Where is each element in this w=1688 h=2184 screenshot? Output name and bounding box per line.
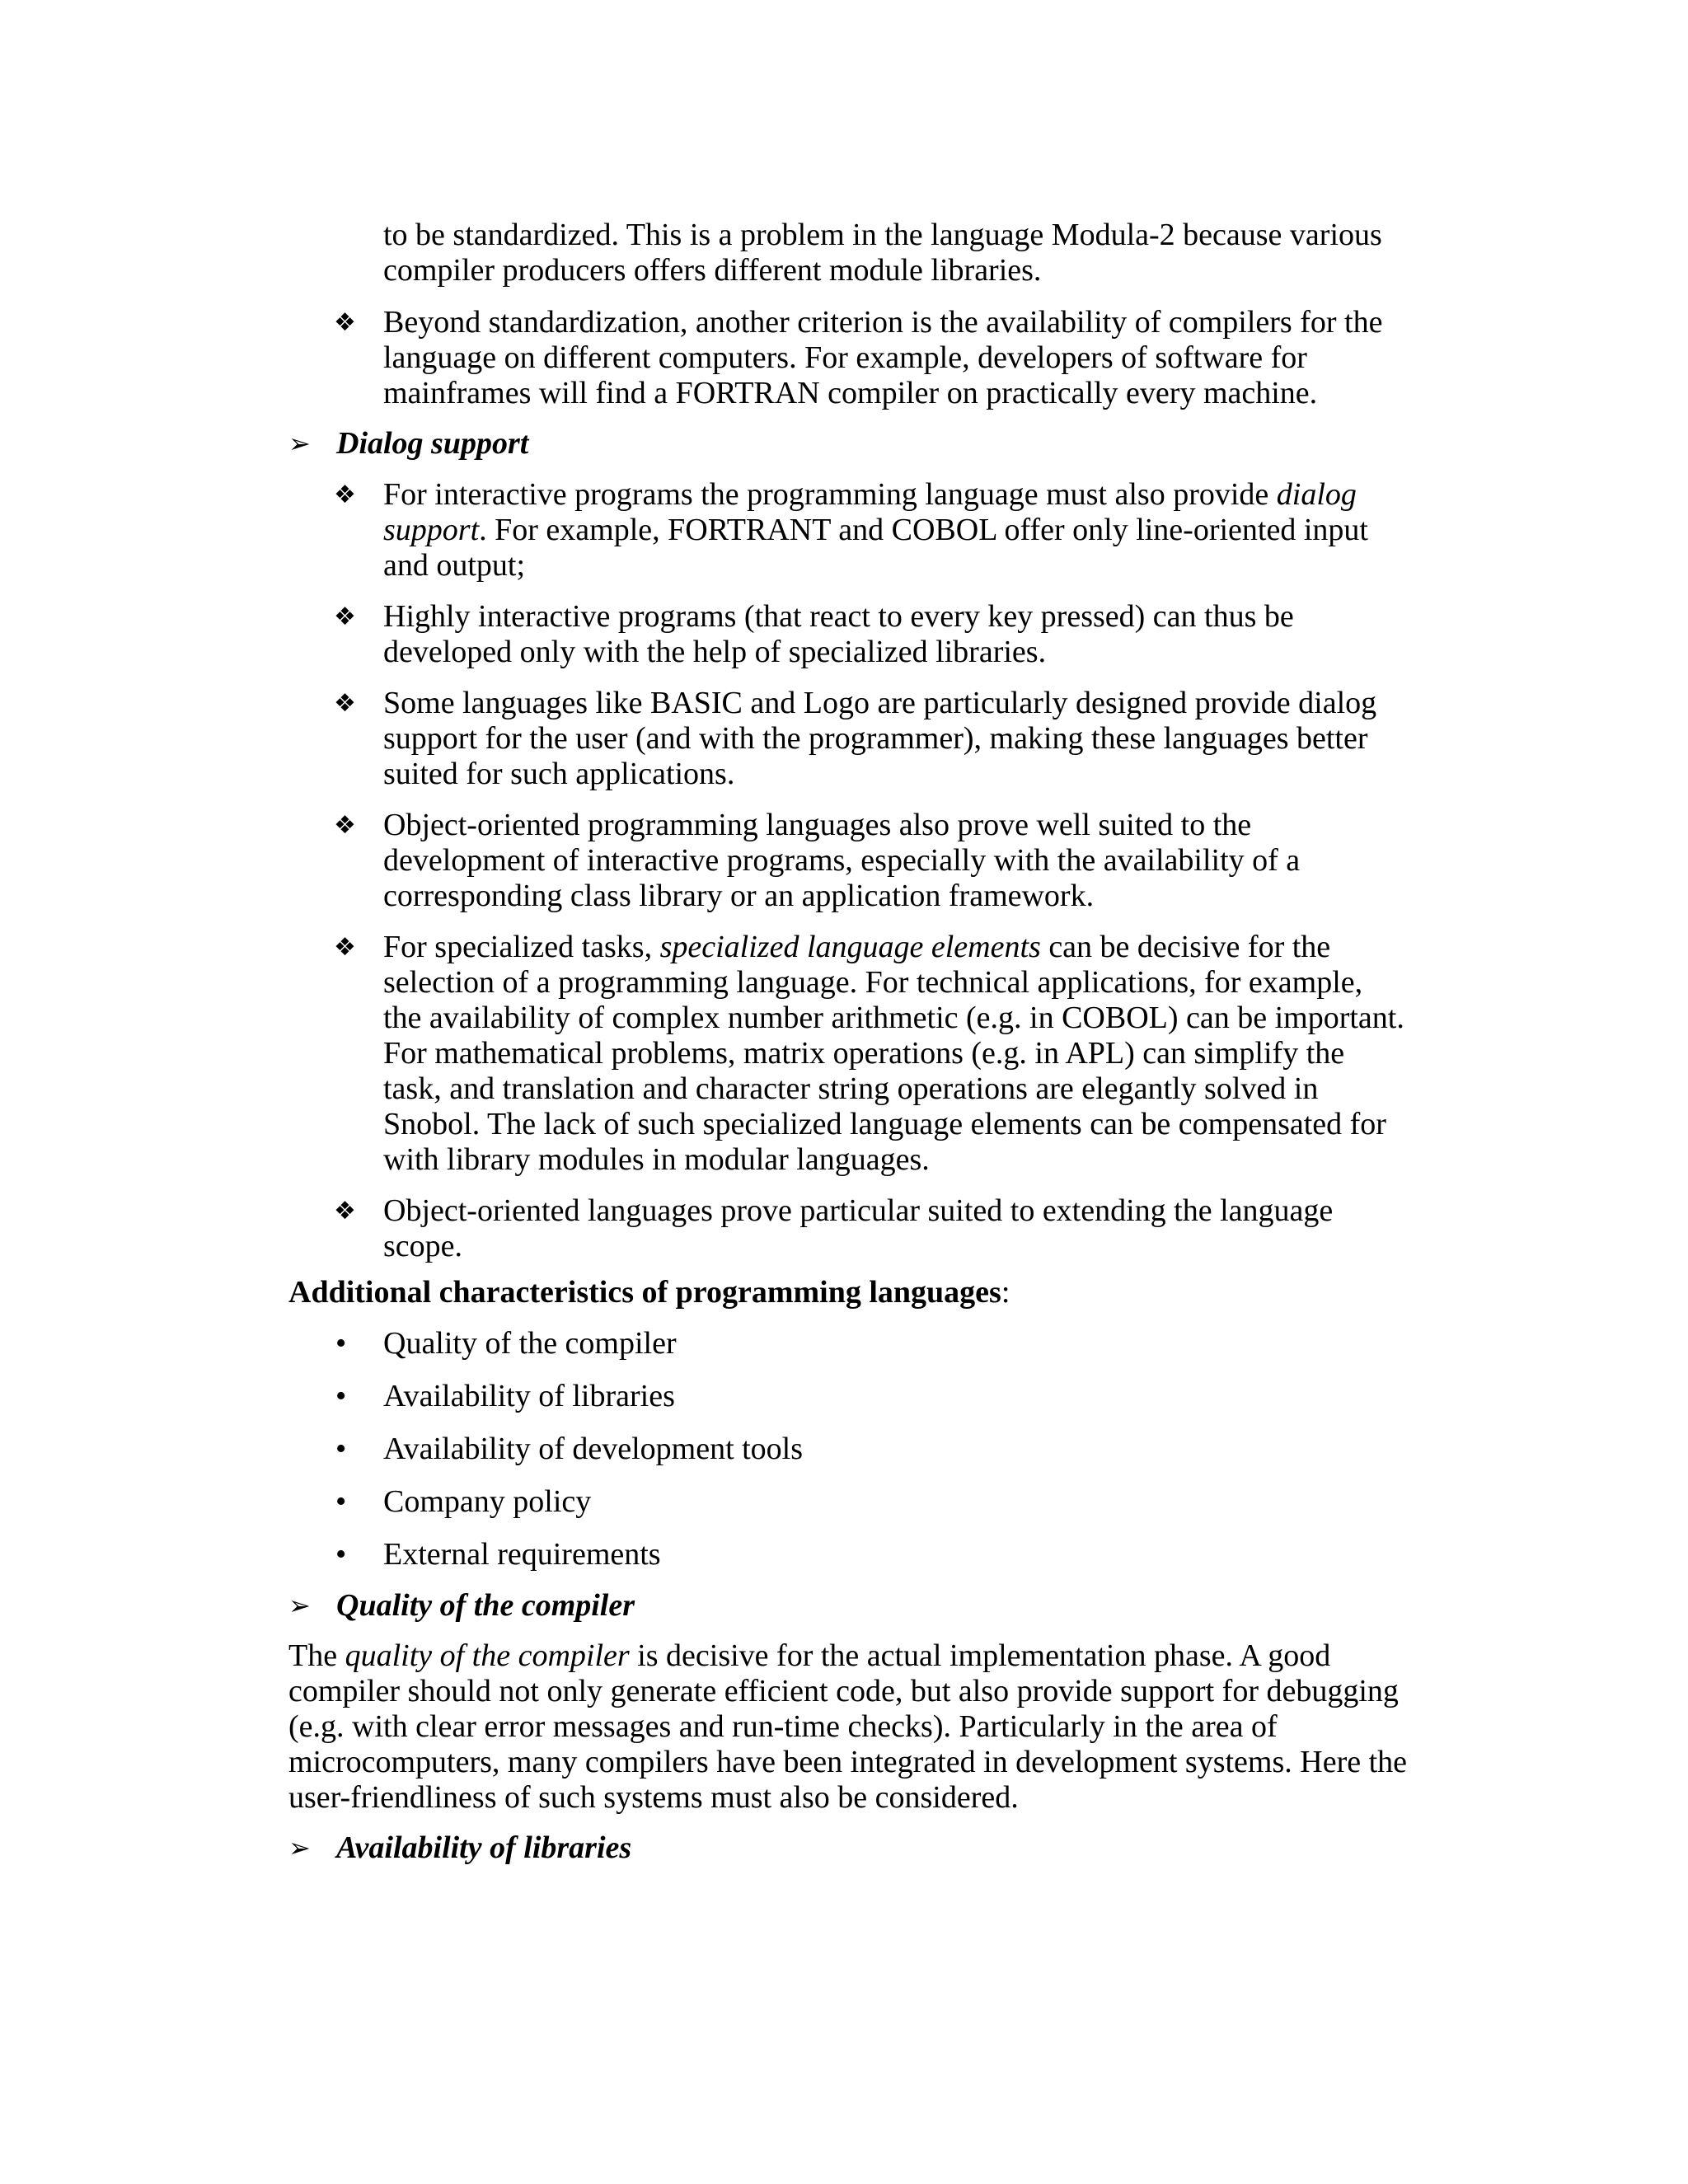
heading-text: Dialog support [336, 426, 529, 461]
list-item-text: Availability of development tools [383, 1432, 804, 1466]
continuation-text: to be standardized. This is a problem in the language Modula-2 because various compiler producers offers different module libraries. [383, 218, 1382, 288]
list-item-text: Availability of libraries [383, 1379, 675, 1413]
emphasis-text: specialized language elements [659, 930, 1041, 964]
list-item-text: Beyond standardization, another criterion is the availability of compilers for the language on different computers. For example, developers of software for mainframes will find a FORTRAN compiler on practically every machine. [383, 305, 1383, 410]
list-item-text: External requirements [383, 1537, 661, 1572]
list-item-text: Highly interactive programs (that react to every key pressed) can thus be developed only with the help of specialized libraries. [383, 599, 1294, 669]
list-item-text: For specialized tasks, specialized language elements can be decisive for the selection of a programming language. For technical applications, for example, the availability of complex number arithmetic (e.g. in COBOL) can be important. For mathematical problems, matrix operations (e.g. in APL) can simplify the task, and translation and character string operations are elegantly solved in Snobol. The lack of such specialized language elements can be compensated for with library modules in modular languages. [383, 930, 1404, 1177]
diamond-bullet-icon: ❖ [334, 933, 356, 962]
bullet-icon: • [335, 1484, 347, 1519]
emphasis-text: quality of the compiler [345, 1638, 630, 1673]
arrow-bullet-icon: ➢ [288, 428, 311, 459]
bullet-icon: • [335, 1432, 347, 1466]
bullet-icon: • [335, 1326, 347, 1361]
bullet-icon: • [335, 1379, 347, 1413]
quality-paragraph: The quality of the compiler is decisive for the actual implementation phase. A good compiler should not only generate efficient code, but also provide support for debugging (e.g. with clear error messages and run-time checks). Particularly in the area of microcomputers, many compilers have been integrated in development systems. Here the user-friendliness of such systems must also be considered. [288, 1638, 1408, 1815]
arrow-bullet-icon: ➢ [288, 1832, 311, 1863]
diamond-bullet-icon: ❖ [334, 1197, 356, 1226]
heading-text: Quality of the compiler [336, 1588, 635, 1623]
diamond-bullet-icon: ❖ [334, 602, 356, 631]
continuation-paragraph [383, 218, 1405, 288]
diamond-bullet-icon: ❖ [334, 689, 356, 718]
heading-text: Availability of libraries [336, 1830, 632, 1865]
diamond-bullet-icon: ❖ [334, 811, 356, 840]
additional-characteristics-heading: Additional characteristics of programming languages: [288, 1275, 1010, 1310]
heading-text: Additional characteristics of programming languages [288, 1275, 1001, 1310]
bullet-icon: • [335, 1537, 347, 1572]
list-item-text: Object-oriented languages prove particular suited to extending the language scope. [383, 1193, 1334, 1263]
arrow-bullet-icon: ➢ [288, 1590, 311, 1621]
list-item-text: Company policy [383, 1484, 592, 1519]
list-item-text: Some languages like BASIC and Logo are particularly designed provide dialog support for the user (and with the programmer), making these languages better suited for such applications. [383, 686, 1377, 791]
diamond-bullet-icon: ❖ [334, 480, 356, 509]
list-item-text: Object-oriented programming languages also prove well suited to the development of interactive programs, especially with the availability of a corresponding class library or an application framework. [383, 808, 1301, 913]
list-item-text: For interactive programs the programming language must also provide dialog support. For example, FORTRANT and COBOL offer only line-oriented input and output; [383, 477, 1368, 583]
emphasis-text: dialog support [383, 477, 1357, 547]
list-item-text: Quality of the compiler [383, 1326, 677, 1361]
diamond-bullet-icon: ❖ [334, 308, 356, 337]
